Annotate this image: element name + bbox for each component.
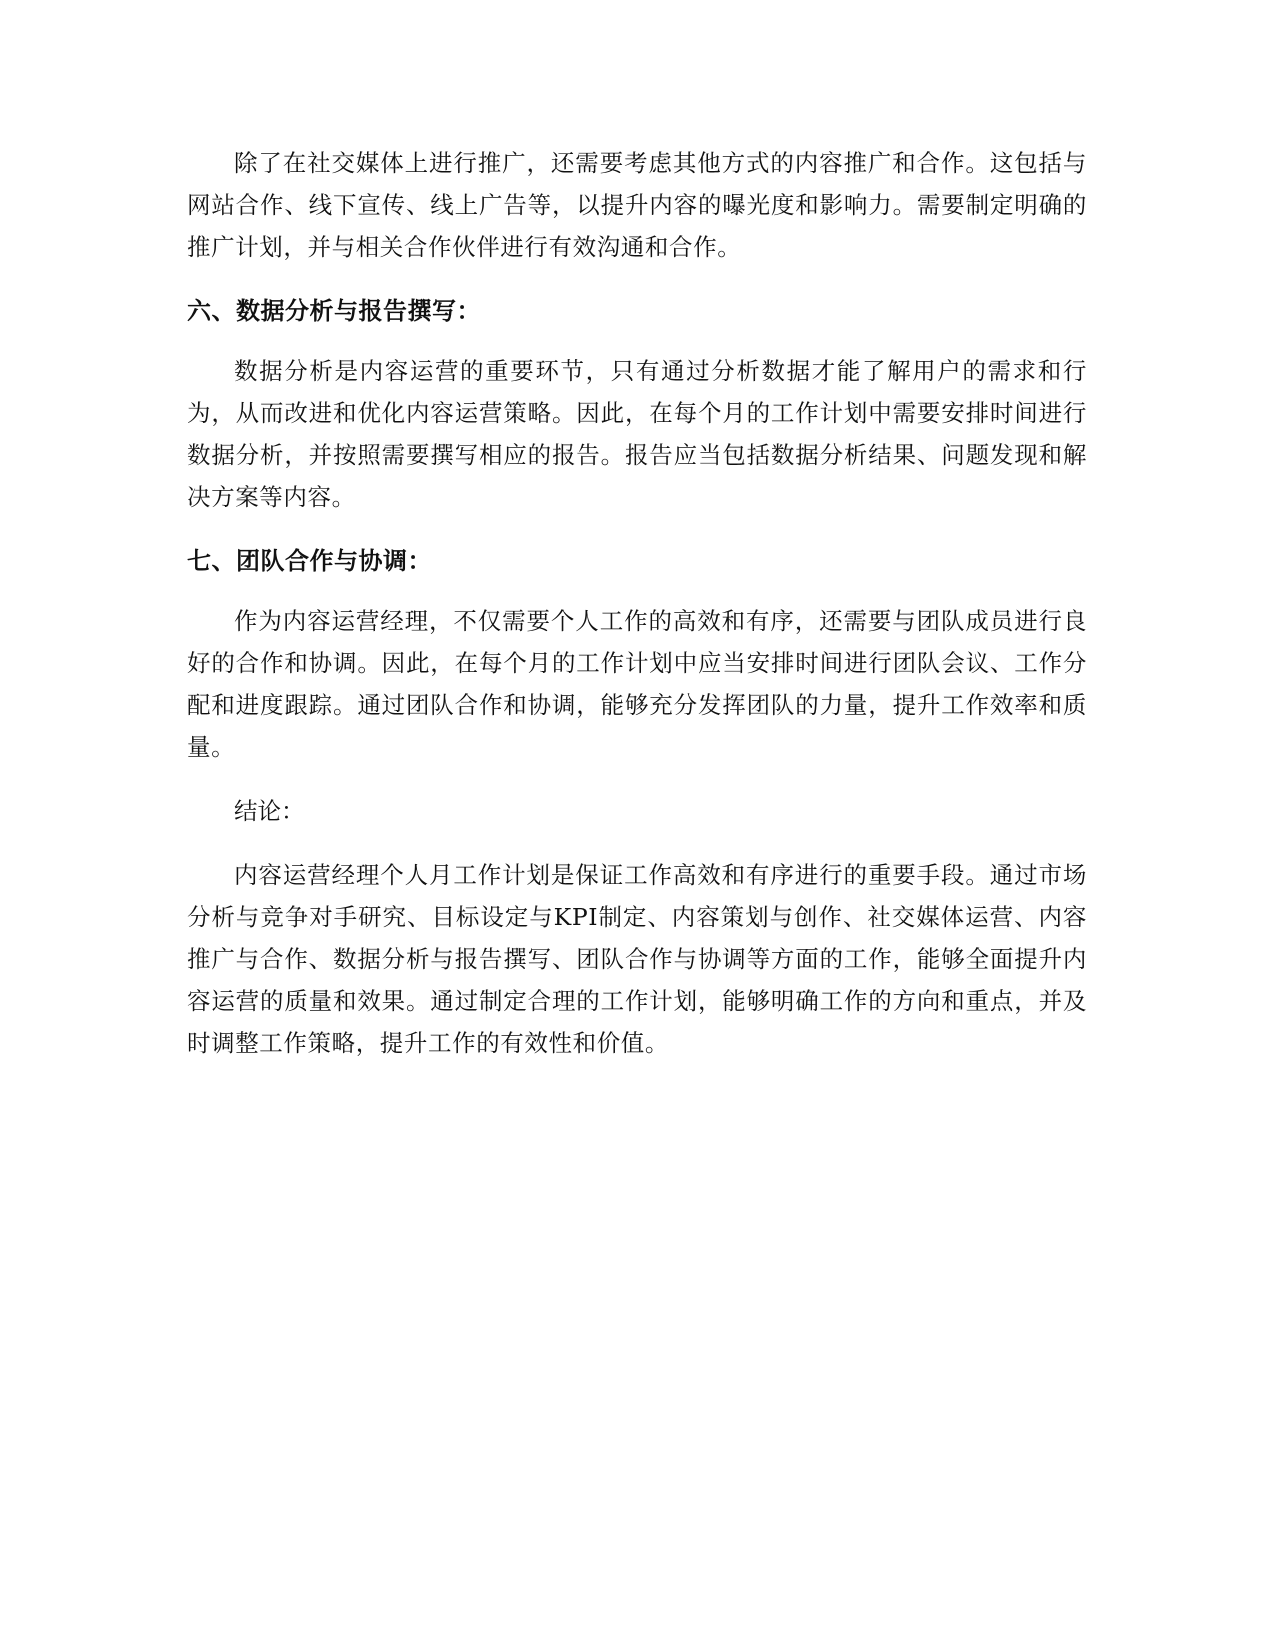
conclusion-label: 结论： — [234, 797, 305, 825]
section-heading-team: 七、团队合作与协调： — [187, 547, 432, 575]
paragraph-conclusion: 内容运营经理个人月工作计划是保证工作高效和有序进行的重要手段。通过市场分析与竞争对手研究、目标设定与KPI制定、内容策划与创作、社交媒体运营、内容推广与合作、数据分析与报告撰写、团队合作与协调等方面的工作，能够全面提升内容运营的质量和效果。通过制定合理的工作计划，能够明确工作的方向和重点，并及时调整工作策略，提升工作的有效性和价值。 — [187, 861, 1087, 1057]
paragraph-team: 作为内容运营经理，不仅需要个人工作的高效和有序，还需要与团队成员进行良好的合作和协调。因此，在每个月的工作计划中应当安排时间进行团队会议、工作分配和进度跟踪。通过团队合作和协调，能够充分发挥团队的力量，提升工作效率和质量。 — [187, 607, 1087, 761]
section-heading-data-analysis: 六、数据分析与报告撰写： — [187, 297, 481, 325]
paragraph-data-analysis: 数据分析是内容运营的重要环节，只有通过分析数据才能了解用户的需求和行为，从而改进和优化内容运营策略。因此，在每个月的工作计划中需要安排时间进行数据分析，并按照需要撰写相应的报告。报告应当包括数据分析结果、问题发现和解决方案等内容。 — [187, 357, 1087, 511]
document-body — [187, 142, 1087, 1086]
paragraph-promotion: 除了在社交媒体上进行推广，还需要考虑其他方式的内容推广和合作。这包括与网站合作、线下宣传、线上广告等，以提升内容的曝光度和影响力。需要制定明确的推广计划，并与相关合作伙伴进行有效沟通和合作。 — [187, 149, 1087, 261]
